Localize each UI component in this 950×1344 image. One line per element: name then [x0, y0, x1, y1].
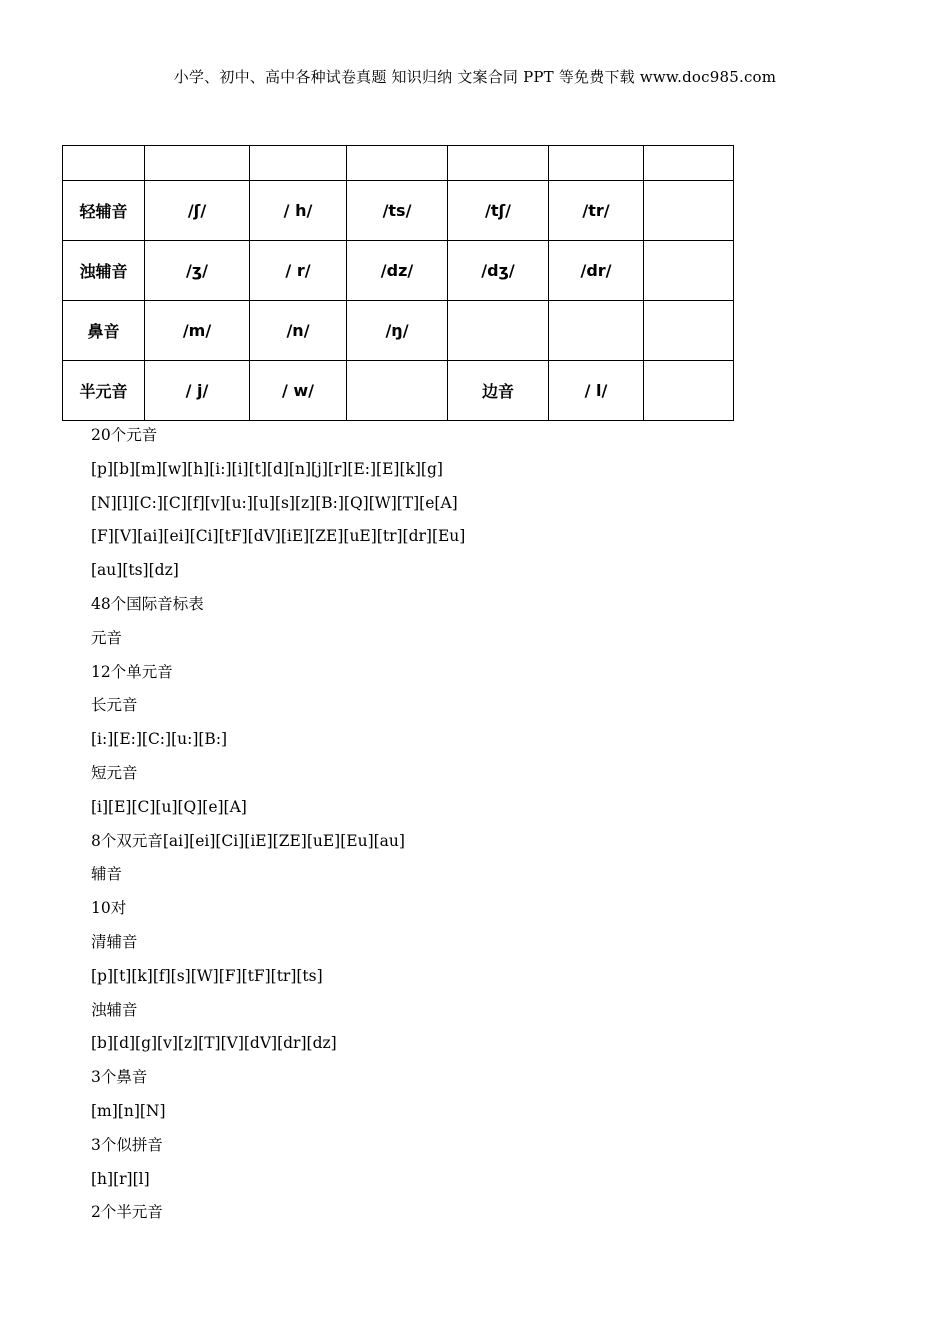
table-cell: [644, 301, 734, 361]
phonetic-symbol: [549, 301, 644, 361]
phonetic-symbol: / w/: [250, 361, 347, 421]
phonetic-symbol: /n/: [250, 301, 347, 361]
text-line: 元音: [91, 628, 123, 647]
text-line: [p][b][m][w][h][i:][i][t][d][n][j][r][E:][E][k][g]: [91, 459, 443, 478]
text-line: 3个鼻音: [91, 1068, 148, 1087]
phonetic-symbol: /ts/: [347, 181, 448, 241]
text-line: [N][l][C:][C][f][v][u:][u][s][z][B:][Q][W][T][e[A]: [91, 493, 458, 512]
text-line: [F][V][ai][ei][Ci][tF][dV][iE][ZE][uE][tr][dr][Eu]: [91, 527, 466, 546]
table-cell: [644, 241, 734, 301]
text-line: 10对: [91, 899, 127, 918]
table-cell: [250, 146, 347, 181]
phonetic-symbol: [347, 361, 448, 421]
phonetic-symbol: /dz/: [347, 241, 448, 301]
phonetic-symbol: /dʒ/: [448, 241, 549, 301]
phonetic-symbol: /ŋ/: [347, 301, 448, 361]
table-cell: [448, 146, 549, 181]
text-line: 3个似拼音: [91, 1135, 163, 1154]
row-label: 轻辅音: [63, 181, 145, 241]
text-line: 20个元音: [91, 426, 158, 444]
page-header: 小学、初中、高中各种试卷真题 知识归纳 文案合同 PPT 等免费下载 www.doc985.com: [173, 68, 777, 86]
row-label: 半元音: [63, 361, 145, 421]
text-line: [au][ts][dz]: [91, 561, 179, 580]
text-line: 清辅音: [91, 932, 138, 951]
phonetic-symbol: /m/: [145, 301, 250, 361]
phonetic-symbol: /ʒ/: [145, 241, 250, 301]
text-line: 48个国际音标表: [91, 594, 204, 613]
text-line: 8个双元音[ai][ei][Ci][iE][ZE][uE][Eu][au]: [91, 831, 405, 850]
table-cell: [347, 146, 448, 181]
table-cell: [644, 361, 734, 421]
text-line: 长元音: [91, 696, 138, 715]
row-label-lateral: 边音: [448, 361, 549, 421]
phonetic-symbol: /tʃ/: [448, 181, 549, 241]
text-line: [b][d][g][v][z][T][V][dV][dr][dz]: [91, 1034, 337, 1053]
phonetic-symbol: [448, 301, 549, 361]
text-line: [i:][E:][C:][u:][B:]: [91, 730, 228, 749]
text-line: 辅音: [91, 865, 123, 884]
table-cell: [644, 146, 734, 181]
row-label: 鼻音: [63, 301, 145, 361]
table-cell: [549, 146, 644, 181]
phonetic-symbol: /tr/: [549, 181, 644, 241]
phonetic-symbol: /dr/: [549, 241, 644, 301]
table-row-nasal: [63, 301, 734, 361]
phonetic-notes: [91, 424, 465, 1235]
phonetic-symbol: /ʃ/: [145, 181, 250, 241]
text-line: [m][n][N]: [91, 1101, 166, 1120]
table-cell: [644, 181, 734, 241]
table-cell: [145, 146, 250, 181]
table-cell: [63, 146, 145, 181]
text-line: 2个半元音: [91, 1203, 163, 1222]
table-row-semivowel: [63, 361, 734, 421]
text-line: [i][E][C][u][Q][e][A]: [91, 797, 247, 816]
phonetic-symbol: / j/: [145, 361, 250, 421]
text-line: 短元音: [91, 763, 138, 782]
text-line: [p][t][k][f][s][W][F][tF][tr][ts]: [91, 966, 323, 985]
table-row-header: [63, 146, 734, 181]
text-line: [h][r][l]: [91, 1169, 150, 1188]
phonetic-symbol: / h/: [250, 181, 347, 241]
text-line: 12个单元音: [91, 662, 173, 681]
table-row-voiced: [63, 241, 734, 301]
phonetic-symbol: / r/: [250, 241, 347, 301]
table-row-voiceless: [63, 181, 734, 241]
phonetic-table: [62, 145, 734, 421]
row-label: 浊辅音: [63, 241, 145, 301]
phonetic-symbol: / l/: [549, 361, 644, 421]
text-line: 浊辅音: [91, 1000, 138, 1019]
